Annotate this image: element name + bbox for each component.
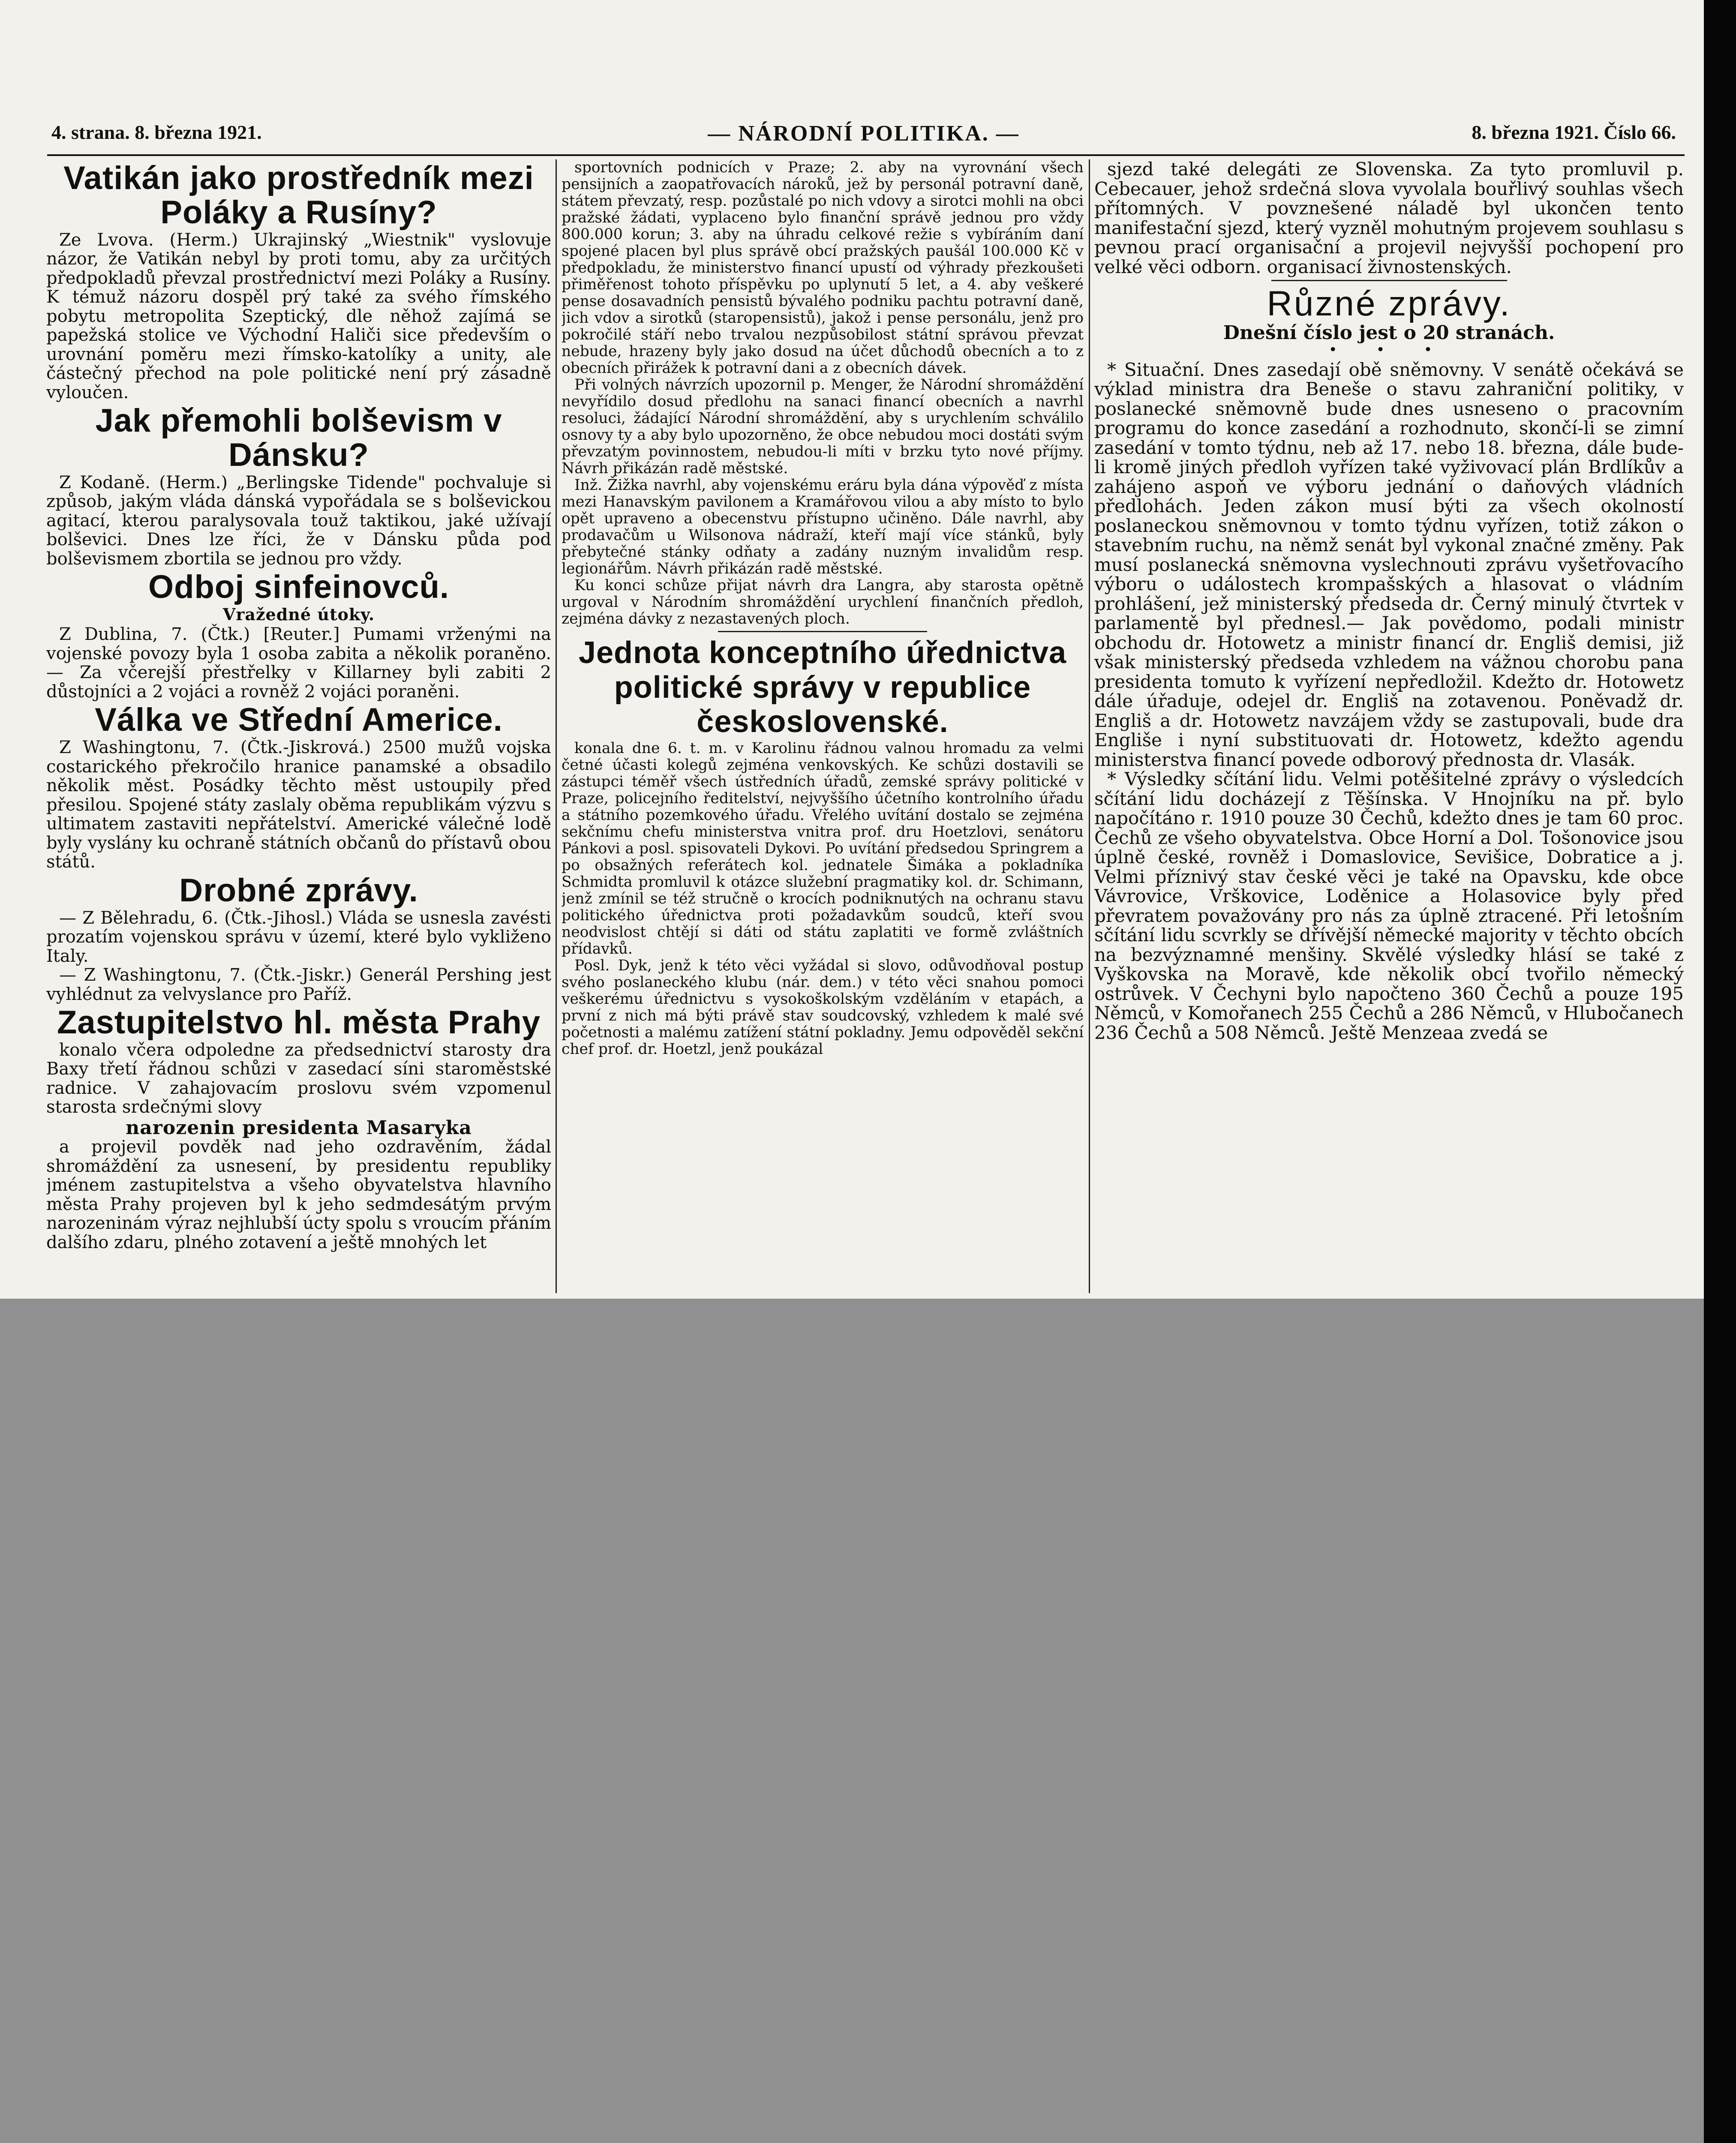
masthead-title: — NÁRODNÍ POLITIKA. — xyxy=(708,121,1020,146)
column-2 xyxy=(562,159,1084,1293)
article-zizka-text: Inž. Žižka navrhl, aby vojenskému eráru byla dána výpověď z místa mezi Hanavským pavilonem a Kramářovou vilou a aby místo to bylo opět upraveno a obecenstvu přístupno učiněno. Dále navrhl, aby prodavačům u Wilsonova nádraží, kteří mají více stánků, byly přebytečné stánky odňaty a zadány nuzným invalidům resp. legionářům. Návrh přikázán radě městské. xyxy=(562,477,1084,577)
article-denmark-text: Z Kodaně. (Herm.) „Berlingske Tidende" pochvaluje si způsob, jakým vláda dánská vypořádala se s bolševickou agitací, kterou paralysovala touž taktikou, jaké užívají bolševici. Dnes lze říci, že v Dánsku půda pod bolševismem zbortila se jednou pro vždy. xyxy=(46,472,551,569)
article-central-america-text: Z Washingtonu, 7. (Čtk.-Jiskrová.) 2500 mužů vojska costarického překročilo hranice panamské a obsadilo několik měst. Posádky těchto měst ustoupily před přesilou. Spojené státy zaslaly oběma republikám výzvu s ultimatem zastaviti nepřátelství. Americké válečné lodě byly vyslány ku ochraně státních občanů do přístavů obou států. xyxy=(46,738,551,872)
headline-prague-council: Zastupitelstvo hl. města Prahy xyxy=(57,1004,541,1041)
column-3 xyxy=(1094,159,1684,1293)
article-census-text: * Výsledky sčítání lidu. Velmi potěšitelné zprávy o výsledcích sčítání lidu docházejí z Těšínska. V Hnojníku na př. bylo napočítáno r. 1910 pouze 30 Čechů, kdežto dnes je tam 60 proc. Čechů ze všeho obyvatelstva. Obce Horní a Dol. Tošonovice jsou úplně české, rovněž i Domaslovice, Sevišice, Dobratice a j. Velmi příznivý stav české věci je také na Opavsku, kde obce Vávrovice, Vrškovice, Loděnice a Holasovice byly před převratem považovány pro nás za úplně ztracené. Při letošním sčítání lidu scvrkly se dřívější německé majority v těchto obcích na bezvýznamné menšiny. Skvělé výsledky hlásí se také z Vyškovska na Moravě, kde několik obcí tvořilo německý ostrůvek. V Čechyni bylo napočteno 360 Čechů a pouze 195 Němců, v Komořanech 255 Čechů a 286 Němců, v Hlubočanech 236 Čechů a 508 Němců. Ještě Menzeaa zvedá se xyxy=(1094,768,1684,1043)
header-rule xyxy=(47,154,1685,156)
section-rule xyxy=(718,631,927,632)
article-menger-text: Při volných návrzích upozornil p. Menger, že Národní shromáždění nevyřídilo dosud předlohu na sanaci financí obecních a navrhl resoluci, žádající Národní shromáždění, aby s urychlením schválilo osnovy ty a aby bylo upozorněno, že obce nebudou moci dostáti svým převzatým povinnostem, nebudou-li míti v brzku tyto nové příjmy. Návrh přikázán radě městské. xyxy=(562,376,1084,477)
issue-pages-note: Dnešní číslo jest o 20 stranách. xyxy=(1223,322,1555,344)
headline-denmark: Jak přemohli bolševism v Dánsku? xyxy=(95,402,502,473)
article-dyk-text: Posl. Dyk, jenž k této věci vyžádal si slovo, odůvodňoval postup svého poslaneckého klubu (nár. dem.) v této věci snahou pomoci veškerému úřednictvu s vysokoškolským vzděláním v etapách, a první z nich má býti právě stav soudcovský, vzhledem k malé své početnosti a malému zatížení státní pokladny. Jemu odpověděl sekční chef prof. dr. Hoetzl, jenž poukázal xyxy=(562,957,1084,1058)
article-vatican-text: Ze Lvova. (Herm.) Ukrajinský „Wiestnik" vyslovuje názor, že Vatikán nebyl by proti tomu, aby za určitých předpokladů převzal prostřednictví mezi Poláky a Rusíny. K témuž názoru dospěl prý také za svého římského pobytu metropolita Szeptický, dle něhož zajímá se papežská stolice ve Východní Haliči sice především o urovnání poměru mezi římsko-katolíky a unity, ale částečný přechod na pole politické není prý zásadně vyloučen. xyxy=(46,230,551,402)
header-left-date: 4. strana. 8. března 1921. xyxy=(51,121,262,143)
subheadline-attacks: Vražedné útoky. xyxy=(222,604,375,624)
column-divider-2 xyxy=(1089,159,1090,1293)
headline-central-america: Válka ve Střední Americe. xyxy=(95,702,503,738)
scan-background-bottom xyxy=(0,1299,1704,2143)
article-masaryk-text: a projevil povděk nad jeho ozdravěním, žádal shromáždění za usnesení, by presidentu republiky jménem zastupitelstva a všeho obyvatelstva hlavního města Prahy projeven byl k jeho sedmdesátým prvým narozeninám výraz nejhlubší úcty spolu s vroucím přáním dalšího zdaru, plného zotavení a ještě mnohých let xyxy=(46,1137,551,1252)
ornament-dots: • • • xyxy=(1328,341,1450,358)
header-right-date: 8. března 1921. Číslo 66. xyxy=(1472,121,1676,143)
article-council-continued-text: sportovních podnicích v Praze; 2. aby na vyrovnání všech pensijních a zaopatřovacích nároků, jež by personál potravní daně, státem převzatý, resp. pozůstalé po nich vdovy a sirotci mohli na obci pražské žádati, vyplaceno bylo finanční správě jednou pro vždy 800.000 korun; 3. aby na úhradu celkové režie s vybíráním daní spojené placen byl plus správě obcí pražských paušál 100.000 Kč v předpokladu, že ministerstvo financí upustí od výhrady přezkoušeti přiměřenost tohoto příspěvku po uplynutí 5 let, a 4. aby veškeré pense dosavadních pensistů bývalého podniku pachtu potravní daně, jich vdov a sirotků (staropensistů), jakož i pense personálu, jenž pro pokročilé stáří nebo trvalou nezpůsobilost státní správou převzat nebude, hrazeny byly jako dosud na účet důchodů obecních a to z obecních přirážek k potravní dani a z obecních dávek. xyxy=(562,159,1084,377)
column-divider-1 xyxy=(556,159,557,1293)
article-prague-council-text: konalo včera odpoledne za předsednictví starosty dra Baxy třetí řádnou schůzi v zasedací síni staroměstské radnice. V zahajovacím proslovu svém vzpomenul starosta srdečnými slovy xyxy=(46,1040,551,1117)
section-rule-2 xyxy=(1271,280,1507,281)
headline-civil-servants: Jednota konceptního úřednictva politické správy v republice československé. xyxy=(578,636,1067,739)
brief-washington-text: — Z Washingtonu, 7. (Čtk.-Jiskr.) Generál Pershing jest vyhlédnut za velvyslance pro Paříž. xyxy=(46,965,551,1004)
page-header xyxy=(51,121,1676,147)
headline-sinn-fein: Odboj sinfeinovců. xyxy=(148,569,450,606)
column-1 xyxy=(46,159,551,1293)
brief-belgrade-text: — Z Bělehradu, 6. (Čtk.-Jihosl.) Vláda se usnesla zavésti prozatím vojenskou správu v území, které bylo vykliženo Italy. xyxy=(46,908,551,966)
article-langer-text: Ku konci schůze přijat návrh dra Langra, aby starosta opětně urgoval v Národním shromáždění urychlení finančních předloh, zejména dávky z nezastavených ploch. xyxy=(562,577,1084,627)
article-civil-servants-text: konala dne 6. t. m. v Karolinu řádnou valnou hromadu za velmi četné účasti kolegů zejména venkovských. Ke schůzi dostavili se zástupci téměř všech ústředních úřadů, zemské správy politické v Praze, policejního ředitelství, nejvyššího účetního kontrolního úřadu a státního pozemkového úřadu. Vřelého uvítání dostalo se zejména sekčnímu chefu ministerstva vnitra prof. dru Hoetzlovi, senátoru Pánkovi a posl. spisovateli Dykovi. Po uvítání předsedou Springrem a po obsažných referátech kol. jednatele Šimáka a pokladníka Schmidta promluvil k otázce služební pragmatiky kol. dr. Schimann, jenž zmínil se též stručně o krocích podniknutých na ochranu stavu politického úřednictva proti požadavkům soudců, kteří svou neodvislost chtějí si dáti od státu zaplatiti ve formě zvláštních přídavků. xyxy=(562,739,1084,957)
headline-vatican: Vatikán jako prostředník mezi Poláky a Rusíny? xyxy=(63,160,534,231)
headline-various-news: Různé zprávy. xyxy=(1267,284,1511,323)
article-sinn-fein-text: Z Dublina, 7. (Čtk.) [Reuter.] Pumami vrženými na vojenské povozy byla 1 osoba zabita a několik poraněno. — Za včerejší přestřelky v Killarney byli zabiti 2 důstojníci a 2 vojáci a rovněž 2 vojáci poraněni. xyxy=(46,624,551,702)
headline-brief-news: Drobné zprávy. xyxy=(179,872,418,909)
article-situation-text: * Situační. Dnes zasedají obě sněmovny. V senátě očekává se výklad ministra dra Beneše o stavu zahraniční politiky, v poslanecké sněmovně bude dnes usneseno o pracovním programu do konce zasedání a rozhodnuto, skončí-li se zimní zasedání v tomto týdnu, neb až 17. nebo 18. března, dále bude-li kromě jiných předloh vyřízen také vyživovací plán Brdlíkův a zahájeno aspoň ve výboru jednání o daňových vládních předlohách. Jeden zákon musí býti za všech okolností poslaneckou sněmovnou v tomto týdnu vyřízen, totiž zákon o stavebním ruchu, na němž senát byl vykonal značné změny. Pak musí poslanecká sněmovna vyslechnouti zprávu vyšetřovacího výboru o událostech krompašských a hlasovat o vládním prohlášení, jež ministerský předseda dr. Černý minulý čtvrtek v parlamentě byl přednesl.— Jak povědomo, podali ministr obchodu dr. Hotowetz a ministr financí dr. Engliš demisi, již však ministerský předseda vzhledem na vážnou chorobu pana presidenta tomuto k vyřízení nepředložil. Kdežto dr. Hotowetz dále úřaduje, odejel dr. Engliš na zotavenou. Poněvadž dr. Engliš a dr. Hotowetz navzájem vždy se zastupovali, bude dra Engliše i nyní substituovati dr. Hotowetz, kdežto agendu ministerstva financí povede odborový přednosta dr. Vlasák. xyxy=(1094,359,1684,770)
subheadline-masaryk: narozenin presidenta Masaryka xyxy=(126,1117,472,1139)
scan-edge-right xyxy=(1704,0,1736,2143)
article-congress-end-text: sjezd také delegáti ze Slovenska. Za tyto promluvil p. Cebecauer, jehož srdečná slova vyvolala bouřlivý souhlas všech přítomných. V povznešené náladě byl ukončen tento manifestační sjezd, který vyzněl mohutným projevem souhlasu s pevnou prací organisační a projevil nejvyšší pochopení pro velké věci odborn. organisací živnostenských. xyxy=(1094,159,1684,277)
